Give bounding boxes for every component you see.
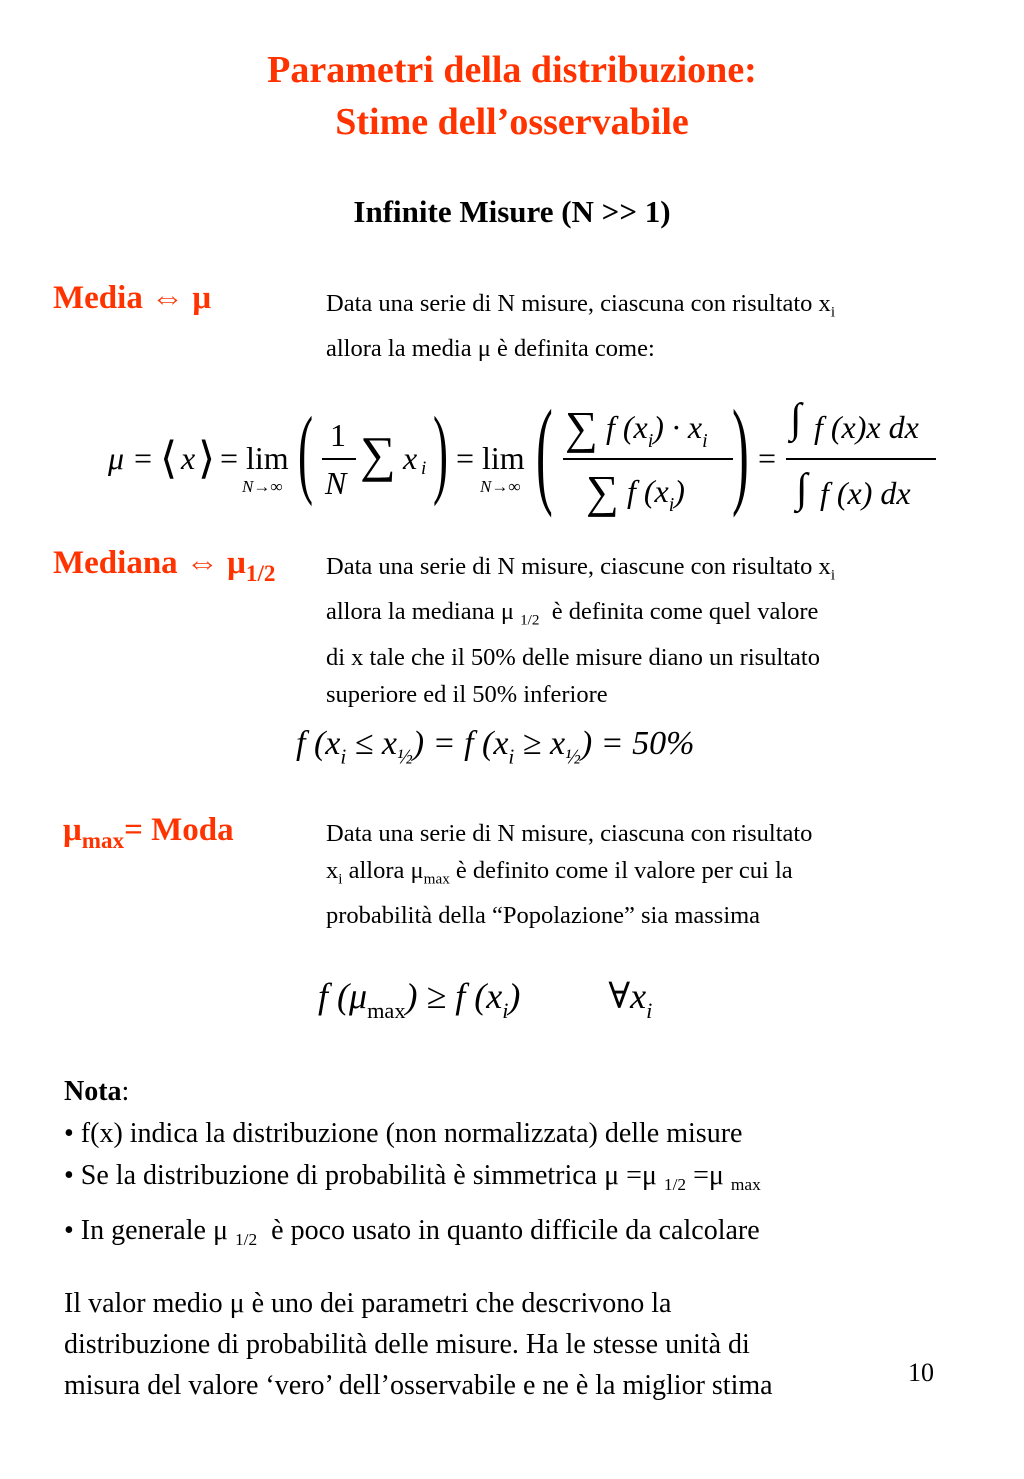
f1-int-num: ∫ bbox=[790, 396, 802, 442]
f1-rangle: ⟩ bbox=[198, 434, 216, 483]
f1-frac-bar3 bbox=[786, 458, 936, 460]
f1-sum2: ∑ bbox=[565, 402, 598, 453]
f2-ge: ≥ x bbox=[522, 725, 566, 762]
mediana-description bbox=[326, 548, 835, 713]
f1-lim1-sub: N→∞ bbox=[242, 477, 283, 496]
note-item-1: • f(x) indica la distribuzione (non normalizzata) delle misure bbox=[64, 1118, 743, 1149]
f1-num: f $(x_i) \cdot x_i$ bbox=[606, 409, 708, 452]
note-section: Nota: • f(x) indica la distribuzione (non normalizzata) delle misure • Se la distribuzione di probabilità è simmetrica μ =μ $_{1/2}$ =μ $_{max}$ • In generale μ $_{1/2}$ è poco usato in quanto difficile da calcolare bbox=[64, 1071, 761, 1261]
f1-eq1: = bbox=[134, 440, 153, 476]
mean-formula bbox=[108, 385, 948, 530]
f1-x: x bbox=[181, 440, 196, 476]
moda-term: $\mu_{max}=$ Moda bbox=[63, 812, 234, 854]
section-heading: Infinite Misure (N >> 1) bbox=[353, 194, 671, 229]
f1-den: f $(x_i)$ bbox=[627, 473, 685, 516]
mediana-desc-line4: superiore ed il 50% inferiore bbox=[326, 680, 608, 708]
f3-end: ) bbox=[508, 976, 521, 1016]
mediana-desc-line2-sub: 1/2 bbox=[520, 611, 540, 629]
f2-left: f (x bbox=[296, 725, 341, 762]
page-title bbox=[0, 44, 1024, 148]
note-label: Nota bbox=[64, 1076, 122, 1107]
f2-mid: ) = f (x bbox=[412, 725, 509, 762]
f1-rparen2: ) bbox=[732, 385, 749, 518]
f3-forall: ∀x bbox=[608, 976, 647, 1016]
media-desc-sub: i bbox=[830, 303, 836, 321]
mediana-term: Mediana ⇔ $\mu_{1/2}$ bbox=[53, 545, 276, 587]
median-formula: f $(x_i \le x_{\frac{1}{2}}) = f$ $(x_i \ge x_{\frac{1}{2}}) = 50\%$ bbox=[296, 725, 695, 769]
paragraph-line-1: Il valor medio μ è uno dei parametri che descrivono la bbox=[64, 1288, 672, 1319]
moda-description: Data una serie di N misure, ciascuna con risultato $x_i$ allora $\mu_{max}$ è definito come il valore per cui la probabilità della “Popolazione” sia massima bbox=[326, 815, 812, 934]
f1-sum3: ∑ bbox=[586, 466, 619, 517]
moda-desc-line1: Data una serie di N misure, ciascuna con risultato bbox=[326, 820, 813, 847]
mode-formula: f $(\mu_{max}) \ge f$ $(x_i)$ $\forall x_i$ bbox=[318, 976, 653, 1024]
f1-one: 1 bbox=[330, 417, 346, 453]
title-line-1: Parametri della distribuzione: bbox=[267, 49, 757, 91]
f1-rparen1: ) bbox=[433, 396, 448, 507]
f1-lparen2: ( bbox=[536, 385, 553, 518]
f1-lim2: lim bbox=[482, 440, 525, 476]
closing-paragraph bbox=[64, 1283, 773, 1406]
mediana-desc-line2b: è definita come quel valore bbox=[551, 598, 819, 626]
paragraph-line-2: distribuzione di probabilità delle misure. Ha le stesse unità di bbox=[64, 1329, 750, 1360]
f1-lim2-sub: N→∞ bbox=[480, 477, 521, 496]
paragraph-line-3: misura del valore ‘vero’ dell’osservabile e ne è la miglior stima bbox=[64, 1370, 773, 1401]
mediana-desc-sub: i bbox=[830, 566, 836, 584]
media-desc-line2: allora la media μ è definita come: bbox=[326, 335, 655, 363]
mediana-desc-line3: di x tale che il 50% delle misure diano un risultato bbox=[326, 643, 820, 671]
f1-sum1: ∑ bbox=[360, 426, 396, 482]
f1-frac-bar2 bbox=[563, 458, 733, 460]
media-term: Media ⇔ μ bbox=[53, 280, 212, 316]
f1-eq2: = bbox=[220, 440, 239, 476]
f1-frac-bar1 bbox=[322, 458, 356, 460]
f1-int-den: ∫ bbox=[796, 466, 808, 512]
media-description bbox=[326, 285, 835, 367]
f3-left: f (μ bbox=[318, 976, 368, 1016]
f1-int-num-body: f (x)x dx bbox=[814, 409, 919, 445]
f1-N: N bbox=[325, 465, 347, 501]
note-item-2: • Se la distribuzione di probabilità è simmetrica μ =μ $_{1/2}$ =μ $_{max}$ bbox=[64, 1160, 761, 1195]
f1-eq4: = bbox=[758, 440, 777, 476]
media-desc-line1: Data una serie di N misure, ciascuna con risultato x bbox=[326, 290, 831, 317]
title-line-2: Stime dell’osservabile bbox=[335, 101, 689, 143]
note-item-3: • In generale μ $_{1/2}$ è poco usato in quanto difficile da calcolare bbox=[64, 1215, 760, 1250]
mediana-desc-line1: Data una serie di N misure, ciascune con risultato x bbox=[326, 553, 831, 580]
f1-xi: x bbox=[403, 440, 418, 476]
page-number: 10 bbox=[908, 1358, 934, 1387]
f2-end: ) = 50% bbox=[580, 725, 695, 762]
f1-langle: ⟨ bbox=[160, 434, 178, 483]
moda-desc-line3: probabilità della “Popolazione” sia massima bbox=[326, 902, 761, 930]
f1-int-den-body: f (x) dx bbox=[820, 475, 911, 511]
mediana-desc-line2a: allora la mediana μ bbox=[326, 598, 514, 626]
f1-mu: μ bbox=[108, 440, 125, 476]
f3-mid: ) ≥ f (x bbox=[405, 976, 503, 1016]
f1-lim1: lim bbox=[246, 440, 289, 476]
f2-le: ≤ x bbox=[354, 725, 397, 762]
f1-i: i bbox=[421, 458, 427, 479]
f1-eq3: = bbox=[456, 440, 475, 476]
f1-lparen1: ( bbox=[298, 396, 313, 507]
